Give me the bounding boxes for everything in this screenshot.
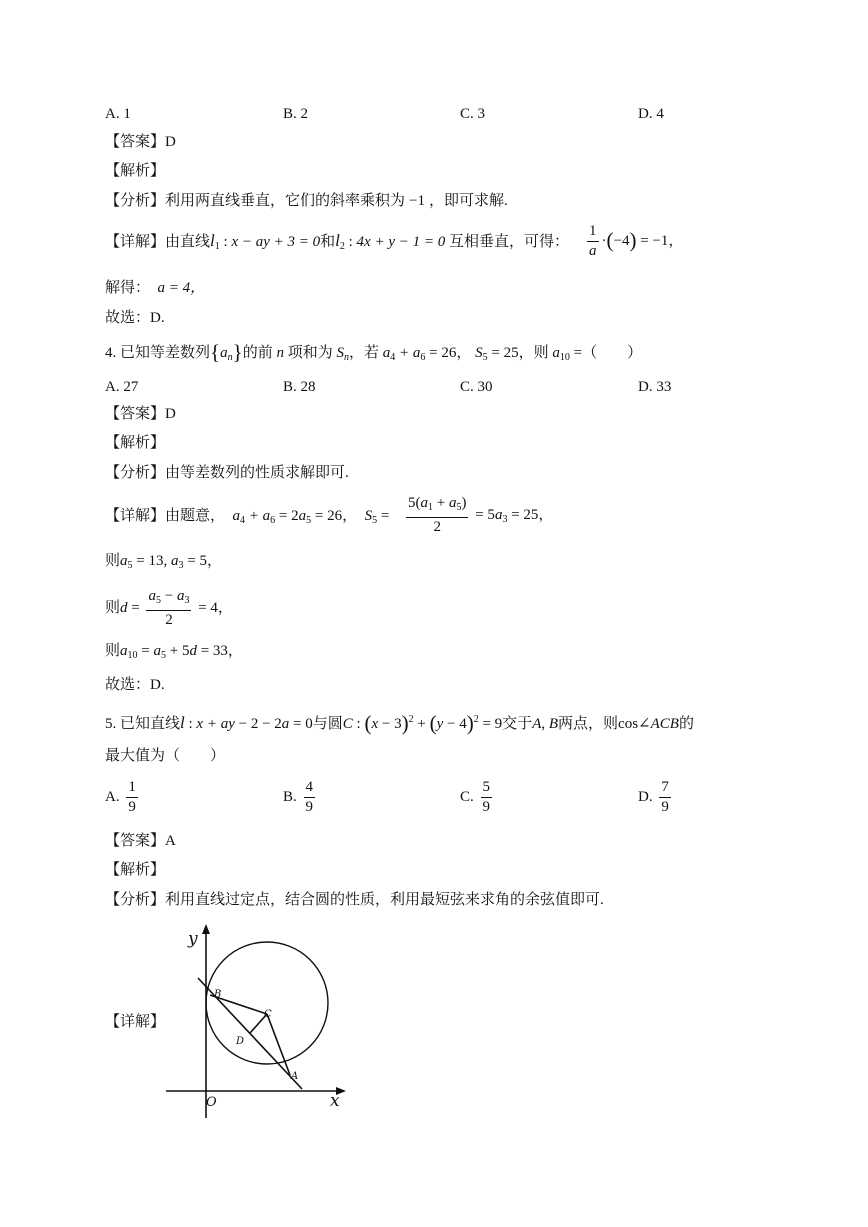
segment-ca (267, 1014, 290, 1075)
label-x: x (330, 1091, 340, 1111)
q5-detail-tag: 【详解】 (105, 1014, 166, 1030)
q4-stem: 4. 已知等差数列$\{a_n\}$的前 n 项和为 $S_n$，若 $a_4 + a_6 = 26$， $S_5 = 25$，则 $a_{10}$ =（ ） (105, 340, 643, 364)
q3-answer (105, 132, 176, 152)
option-fraction: $\frac{1}{9}$ (128, 779, 136, 815)
q3-choose: 故选：D. (105, 310, 165, 326)
q4-number: 4. (105, 345, 117, 361)
q5-stem-2: 与圆 (312, 716, 343, 732)
detail-pre: 由直线 (165, 234, 211, 250)
q4-answer (105, 404, 176, 424)
q4-option-c: C. 30 (460, 379, 493, 395)
label-c: C (264, 1009, 272, 1020)
fenxi-tag: 【分析】 (105, 465, 166, 481)
fraction-d: $\frac{a_5 - a_3}{2}$ (148, 588, 190, 628)
q5-option-c (460, 778, 495, 817)
q3-analysis-tag: 【解析】 (105, 163, 166, 179)
q5-stem-line2: 最大值为（ ） (105, 748, 226, 764)
l2-equation: 4x + y − 1 = 0 (356, 234, 446, 250)
q5-figure (160, 922, 360, 1122)
option-fraction: $\frac{4}{9}$ (305, 779, 314, 815)
solve-eq: a = 4， (157, 280, 206, 296)
y-axis-arrow (202, 924, 210, 934)
fenxi-value: −1 (409, 193, 425, 209)
label-a: A (291, 1071, 299, 1082)
answer-value: D (165, 406, 176, 422)
fraction-1-over-a: $\frac{1}{a}$ (589, 223, 597, 259)
option-fraction: $\frac{5}{9}$ (482, 779, 491, 815)
label-b: B (214, 989, 222, 1000)
fenxi-end: ，即可求解. (429, 193, 508, 209)
q3-fenxi (105, 191, 508, 211)
answer-tag: 【答案】 (105, 833, 166, 849)
q4-stem-6: ，则 (518, 345, 549, 361)
fenxi-text: 由等差数列的性质求解即可. (165, 465, 349, 481)
q5-answer (105, 831, 176, 851)
fenxi-text: 利用两直线垂直，它们的斜率乘积为 (165, 193, 406, 209)
then-text: 则 (105, 599, 121, 616)
q5-fenxi (105, 890, 604, 910)
fraction-sum: $\frac{5(a_1 + a_5)}{2}$ (408, 495, 467, 535)
q5-option-d (638, 778, 674, 817)
q4-stem-7: （ ） (582, 345, 643, 361)
l1-symbol: $l_1$ (210, 231, 220, 252)
option-fraction: $\frac{7}{9}$ (661, 779, 669, 815)
q4-stem-4: ，若 (348, 345, 379, 361)
l1-equation: x − ay + 3 = 0 (231, 234, 321, 250)
detail-tag: 【详解】 (105, 508, 166, 524)
fenxi-tag: 【分析】 (105, 892, 166, 908)
label-o: O (206, 1095, 217, 1110)
then-text: 则 (105, 553, 121, 569)
q5-number: 5. (105, 716, 117, 732)
q3-slope-eq: $\frac{1}{a}$ ·(−4) = −1， (589, 223, 684, 259)
q3-option-d: D. 4 (638, 106, 664, 122)
option-letter: B. (283, 788, 297, 805)
q3-option-a: A. 1 (105, 106, 131, 122)
circle-c (206, 942, 328, 1064)
q4-fenxi (105, 463, 349, 483)
q5-option-a (105, 778, 141, 817)
answer-tag: 【答案】 (105, 406, 166, 422)
q5-stem-3: 交于 (502, 716, 533, 732)
l2-symbol: $l_2$ (335, 231, 345, 252)
q5-stem-1: 已知直线 (120, 716, 181, 732)
option-letter: D. (638, 788, 653, 805)
q4-step-1: 则$a_5 = 13$, $a_3 = 5$， (105, 553, 222, 571)
q4-option-a: A. 27 (105, 379, 139, 395)
q3-option-c: C. 3 (460, 106, 486, 122)
label-y: y (188, 929, 198, 949)
q5-analysis-tag: 【解析】 (105, 862, 166, 878)
q5-stem: 5. 已知直线l : x + ay − 2 − 2a = 0与圆C : $(x - 3)^2 + (y - 4)^2 = 9$交于A, B两点，则cos∠ACB的 (105, 711, 694, 735)
brace-close: } (232, 340, 243, 364)
option-letter: C. (460, 788, 474, 805)
detail-tag: 【详解】 (105, 234, 166, 250)
solve-text: 解得： (105, 280, 151, 296)
detail-pre: 由题意， (165, 508, 226, 524)
answer-value: D (165, 134, 176, 150)
q4-stem-1: 已知等差数列 (120, 345, 211, 361)
q4-choose: 故选：D. (105, 677, 165, 693)
q4-option-b: B. 28 (283, 379, 316, 395)
q4-sum-eq: $\frac{5(a_1 + a_5)}{2}$ = $5a_3 = 25$， (408, 495, 554, 535)
q5-option-b (283, 778, 318, 817)
q4-analysis-tag: 【解析】 (105, 435, 166, 451)
q4-stem-2: 的前 (242, 345, 273, 361)
then-text: 则 (105, 643, 121, 659)
q4-step-3: 则$a_{10} = a_5 + 5d = 33$， (105, 643, 243, 661)
q5-stem-4: 两点，则 (558, 716, 619, 732)
perp-text: 互相垂直，可得： (448, 234, 569, 250)
q3-detail: 【详解】由直线$l_1$ : x − ay + 3 = 0和$l_2$ : 4x + y − 1 = 0 互相垂直，可得： (105, 231, 569, 252)
option-letter: A. (105, 788, 120, 805)
q5-stem-5: 的 (678, 716, 694, 732)
brace-open: { (210, 340, 221, 364)
answer-tag: 【答案】 (105, 134, 166, 150)
label-d: D (236, 1036, 245, 1047)
fenxi-text: 利用直线过定点，结合圆的性质，利用最短弦来求角的余弦值即可. (165, 892, 604, 908)
and-text: 和 (320, 234, 336, 250)
fenxi-tag: 【分析】 (105, 193, 166, 209)
q3-option-b: B. 2 (283, 106, 309, 122)
q4-option-d: D. 33 (638, 379, 672, 395)
q4-step-2: 则d = $\frac{a_5 - a_3}{2}$ = 4， (105, 588, 233, 628)
answer-value: A (165, 833, 176, 849)
q4-detail: 【详解】由题意， $a_4 + a_6 = 2a_5 = 26$， $S_5$ = (105, 508, 390, 526)
q4-stem-3: 项和为 (287, 345, 333, 361)
q4-stem-5: ， (456, 345, 472, 361)
q3-solve (105, 278, 205, 298)
